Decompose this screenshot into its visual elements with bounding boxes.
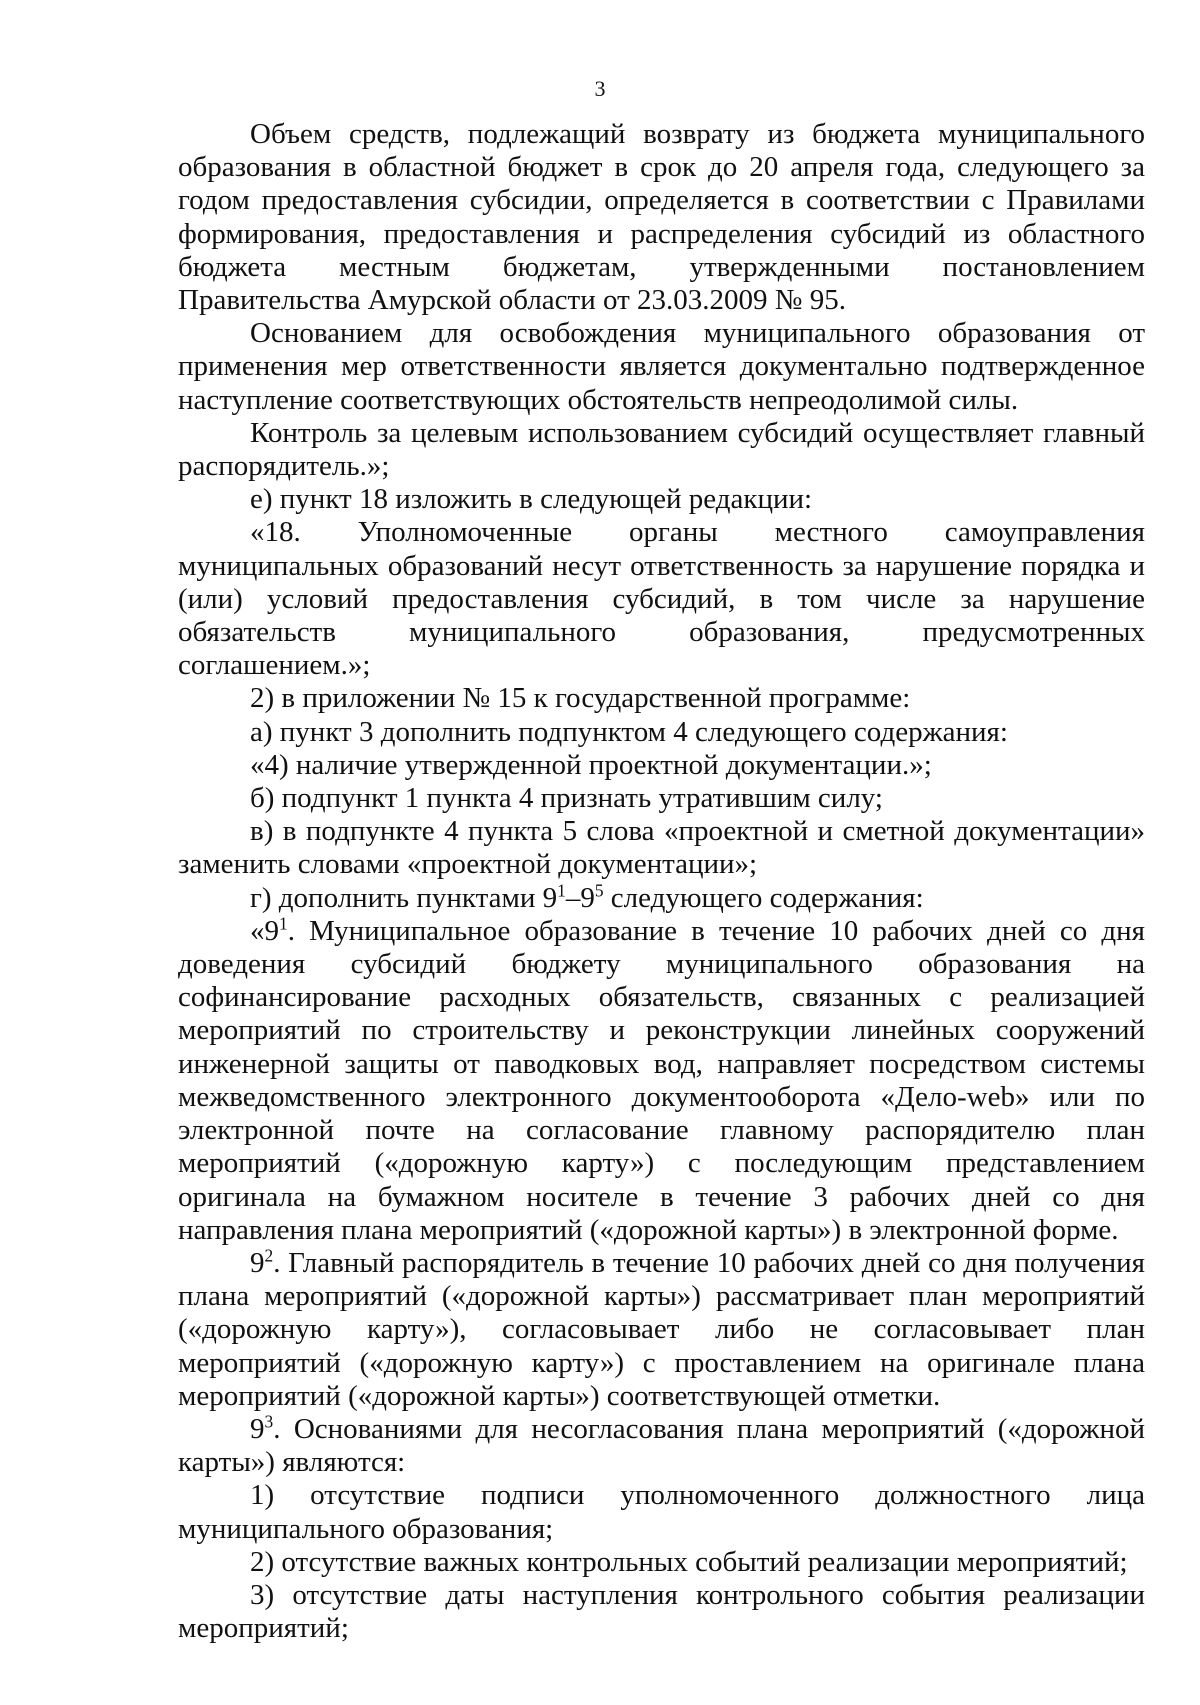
paragraph-subpoint-4: «4) наличие утвержденной проектной документации.»; (250, 748, 932, 781)
text-fragment: . Основаниями для несогласования плана мероприятий («дорожной карты») являются: (178, 1412, 1145, 1479)
text-fragment: г) дополнить пунктами 9 (250, 881, 558, 914)
paragraph-point-9-3 (178, 1413, 1145, 1479)
superscript: 3 (264, 1411, 274, 1432)
document-body (178, 118, 1145, 1645)
text-fragment: –9 (565, 881, 595, 914)
page-number: 3 (594, 76, 606, 101)
superscript: 1 (557, 880, 566, 901)
paragraph-point-18: «18. Уполномоченные органы местного самоуправления муниципальных образований несут ответственность за нарушение порядка и (или) условий предоставления субсидий, в том числе за нарушение обязательств муниципального образования, предусмотренных соглашением.»; (178, 516, 1145, 682)
superscript: 5 (594, 880, 604, 901)
paragraph-appendix-15: 2) в приложении № 15 к государственной программе: (250, 682, 911, 715)
paragraph-item-a: а) пункт 3 дополнить подпунктом 4 следующего содержания: (250, 715, 1008, 748)
superscript: 2 (264, 1245, 274, 1266)
paragraph-control: Контроль за целевым использованием субсидий осуществляет главный распорядитель.»; (178, 416, 1145, 483)
text-fragment: следующего содержания: (603, 881, 924, 914)
paragraph-point-9-2 (178, 1247, 1145, 1413)
text-fragment: 9 (250, 1246, 265, 1279)
text-fragment: 9 (250, 1412, 265, 1445)
text-fragment: «9 (250, 914, 279, 947)
paragraph-item-g (178, 882, 1145, 915)
superscript: 1 (279, 913, 288, 934)
paragraph-item-e: е) пункт 18 изложить в следующей редакции: (250, 483, 813, 516)
paragraph-reason-2: 2) отсутствие важных контрольных событий реализации мероприятий; (250, 1545, 1128, 1578)
paragraph-reason-1: 1) отсутствие подписи уполномоченного должностного лица муниципального образования; (178, 1479, 1145, 1545)
paragraph-item-v: в) в подпункте 4 пункта 5 слова «проектной и сметной документации» заменить словами «проектной документации»; (178, 815, 1145, 881)
text-fragment: . Главный распорядитель в течение 10 рабочих дней со дня получения плана мероприятий («дорожной карты») рассматривает план мероприятий («дорожную карту»), согласовывает либо не согласовывает план мероприятий («дорожную карту») с проставлением на оригинале плана мероприятий («дорожной карты») соответствующей отметки. (178, 1246, 1145, 1412)
paragraph-point-9-1 (178, 915, 1145, 1247)
paragraph-item-b: б) подпункт 1 пункта 4 признать утратившим силу; (250, 782, 883, 815)
text-fragment: . Муниципальное образование в течение 10 рабочих дней со дня доведения субсидий бюджету муниципального образования на софинансирование расходных обязательств, связанных с реализацией мероприятий по строительству и реконструкции линейных сооружений инженерной защиты от паводковых вод, направляет посредством системы межведомственного электронного документооборота «Дело-web» или по электронной почте на согласование главному распорядителю план мероприятий («дорожную карту») с последующим представлением оригинала на бумажном носителе в течение 3 рабочих дней со дня направления плана мероприятий («дорожной карты») в электронной форме. (178, 914, 1145, 1246)
paragraph-exemption-basis: Основанием для освобождения муниципального образования от применения мер ответственности является документально подтвержденное наступление соответствующих обстоятельств непреодолимой силы. (178, 317, 1145, 416)
paragraph-reason-3: 3) отсутствие даты наступления контрольного события реализации мероприятий; (178, 1578, 1145, 1645)
paragraph-refund-volume: Объем средств, подлежащий возврату из бюджета муниципального образования в областной бюджет в срок до 20 апреля года, следующего за годом предоставления субсидии, определяется в соответствии с Правилами формирования, предоставления и распределения субсидий из областного бюджета местным бюджетам, утвержденными постановлением Правительства Амурской области от 23.03.2009 № 95. (178, 118, 1145, 317)
